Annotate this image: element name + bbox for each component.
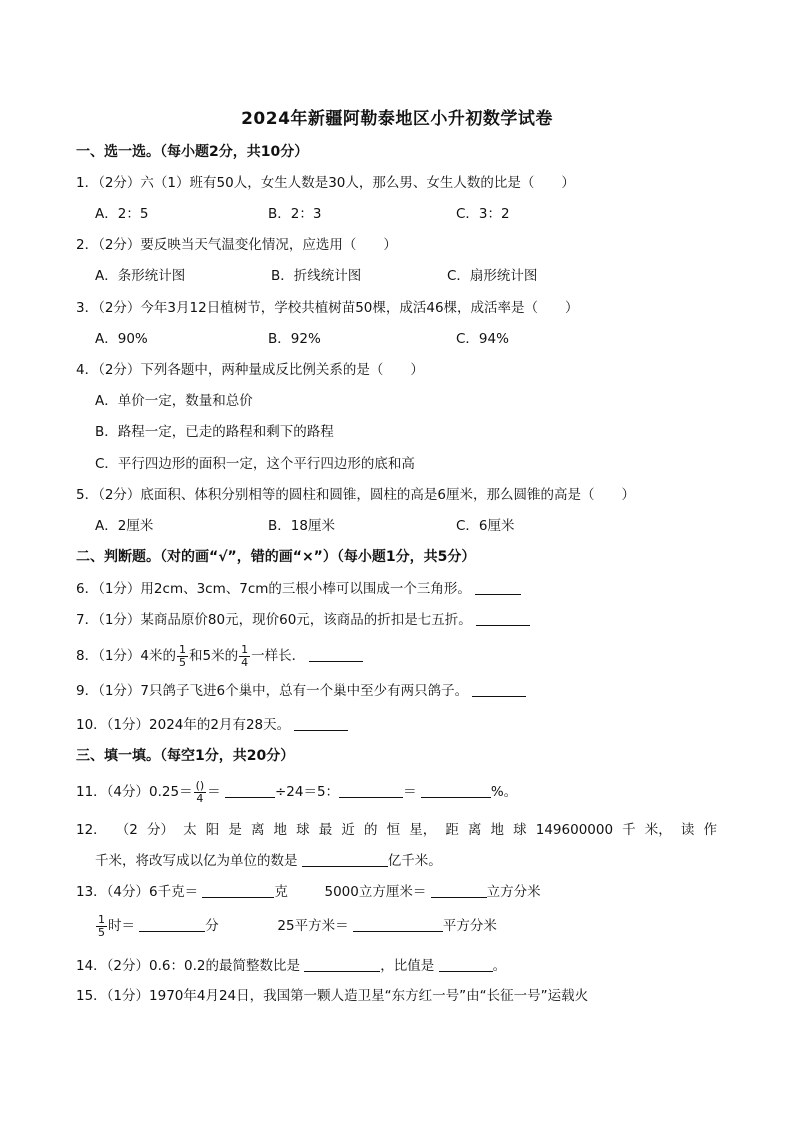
q11-text-2: ＝ xyxy=(207,784,221,800)
answer-blank[interactable] xyxy=(475,580,521,595)
q14-text-1: 14．（2分）0.6：0.2的最简整数比是 xyxy=(76,958,300,974)
answer-blank[interactable] xyxy=(139,917,205,932)
q3-option-c: C．94% xyxy=(456,331,509,347)
answer-blank[interactable] xyxy=(421,783,491,798)
q12-word: 离 xyxy=(250,822,265,838)
q12-word: 读 xyxy=(680,822,695,838)
q12-word: 149600000 xyxy=(535,822,614,838)
section-heading-judgement: 二、判断题。（对的画“√”，错的画“×”）（每小题1分，共5分） xyxy=(76,549,476,565)
question-11 xyxy=(76,778,517,806)
q13-text-7: 25平方米＝ xyxy=(277,918,349,934)
numerator: () xyxy=(195,778,205,792)
question-13-line-2 xyxy=(95,912,497,940)
q1-option-c: C．3：2 xyxy=(456,206,510,222)
answer-blank[interactable] xyxy=(225,783,275,798)
question-5: 5．（2分）底面积、体积分别相等的圆柱和圆锥，圆柱的高是6厘米，那么圆锥的高是（ ） xyxy=(76,487,636,503)
q13-text-1: 13．（4分）6千克＝ xyxy=(76,884,199,900)
answer-blank[interactable] xyxy=(439,957,493,972)
q5-option-b: B．18厘米 xyxy=(268,518,335,534)
answer-blank[interactable] xyxy=(294,716,348,731)
q12-word: 阳 xyxy=(205,822,220,838)
q12-word: 米， xyxy=(644,822,672,838)
q12-word: 球 xyxy=(296,822,310,838)
question-6-text: 6．（1分）用2cm、3cm、7cm的三根小棒可以围成一个三角形。 xyxy=(76,581,471,597)
q13-text-5: 时＝ xyxy=(108,918,135,934)
q13-text-3: 5000立方厘米＝ xyxy=(324,884,427,900)
question-2: 2．（2分）要反映当天气温变化情况，应选用（ ） xyxy=(76,237,397,253)
q12-text-3: 亿千米。 xyxy=(387,853,442,869)
q12-text-2: 千米，将改写成以亿为单位的数是 xyxy=(95,853,298,869)
q2-option-b: B．折线统计图 xyxy=(271,268,362,284)
fraction xyxy=(96,914,107,939)
q8-text-2: 和5米的 xyxy=(189,648,239,664)
question-8 xyxy=(76,642,363,670)
q12-word: 最 xyxy=(318,822,333,838)
answer-blank[interactable] xyxy=(309,647,363,662)
question-10 xyxy=(76,715,348,735)
page-title: 2024年新疆阿勒泰地区小升初数学试卷 xyxy=(241,109,553,129)
q3-option-b: B．92% xyxy=(268,331,321,347)
q12-word: 是 xyxy=(228,822,242,838)
question-1: 1．（2分）六（1）班有50人，女生人数是30人，那么男、女生人数的比是（ ） xyxy=(76,175,575,191)
question-13-line-1 xyxy=(76,882,541,902)
q12-word: 作 xyxy=(703,822,717,838)
q5-option-a: A．2厘米 xyxy=(95,518,154,534)
question-7-text: 7．（1分）某商品原价80元，现价60元，该商品的折扣是七五折。 xyxy=(76,612,472,628)
q2-option-a: A．条形统计图 xyxy=(95,268,186,284)
q13-text-4: 立方分米 xyxy=(486,884,541,900)
q3-option-a: A．90% xyxy=(95,331,148,347)
answer-blank[interactable] xyxy=(339,783,403,798)
fraction xyxy=(239,644,250,669)
q4-option-b: B．路程一定，已走的路程和剩下的路程 xyxy=(95,424,334,440)
question-12-line-2 xyxy=(95,851,442,871)
question-12-line-1 xyxy=(76,820,717,840)
q11-text-3: ÷24＝5： xyxy=(274,784,340,800)
q12-word: 地 xyxy=(490,822,505,838)
question-15: 15．（1分）1970年4月24日，我国第一颗人造卫星“东方红一号”由“长征一号”运载火 xyxy=(76,988,589,1004)
q11-text-1: 11．（4分）0.25＝ xyxy=(76,784,193,800)
answer-blank[interactable] xyxy=(353,917,443,932)
question-3: 3．（2分）今年3月12日植树节，学校共植树苗50棵，成活46棵，成活率是（ ） xyxy=(76,300,579,316)
answer-blank[interactable] xyxy=(472,682,526,697)
q12-word: （2 xyxy=(115,822,138,838)
section-heading-choice: 一、选一选。（每小题2分，共10分） xyxy=(76,144,309,160)
numerator: 1 xyxy=(241,642,249,656)
denominator: 4 xyxy=(241,655,249,669)
denominator: 5 xyxy=(98,925,105,939)
question-4: 4．（2分）下列各题中，两种量成反比例关系的是（ ） xyxy=(76,362,424,378)
q12-word: 千 xyxy=(622,822,636,838)
q12-word: 12． xyxy=(76,822,107,838)
q12-word: 太 xyxy=(183,822,197,838)
answer-blank[interactable] xyxy=(304,957,380,972)
question-9 xyxy=(76,681,526,701)
question-14 xyxy=(76,956,506,976)
q12-word: 离 xyxy=(467,822,482,838)
question-6 xyxy=(76,579,521,599)
q4-option-c: C．平行四边形的面积一定，这个平行四边形的底和高 xyxy=(95,456,415,472)
q2-option-c: C．扇形统计图 xyxy=(447,268,538,284)
q13-text-6: 分 xyxy=(205,918,219,934)
numerator: 1 xyxy=(98,912,105,926)
q13-text-8: 平方分米 xyxy=(442,918,497,934)
q8-text-1: 8．（1分）4米的 xyxy=(76,648,177,664)
question-10-text: 10．（1分）2024年的2月有28天。 xyxy=(76,717,291,733)
q14-text-3: 。 xyxy=(492,958,507,974)
fraction xyxy=(194,780,207,805)
q12-word: 距 xyxy=(445,822,459,838)
q4-option-a: A．单价一定，数量和总价 xyxy=(95,393,253,409)
fraction xyxy=(177,644,188,669)
answer-blank[interactable] xyxy=(431,883,487,898)
q12-word: 星， xyxy=(409,822,437,838)
denominator: 4 xyxy=(196,791,204,805)
q11-text-4: ＝ xyxy=(403,784,417,800)
q5-option-c: C．6厘米 xyxy=(456,518,515,534)
q14-text-2: ，比值是 xyxy=(380,958,435,974)
section-heading-fill: 三、填一填。（每空1分，共20分） xyxy=(76,748,295,764)
answer-blank[interactable] xyxy=(302,852,388,867)
question-9-text: 9．（1分）7只鸽子飞进6个巢中，总有一个巢中至少有两只鸽子。 xyxy=(76,683,469,699)
q1-option-a: A．2：5 xyxy=(95,206,149,222)
numerator: 1 xyxy=(179,642,187,656)
q11-text-5: %。 xyxy=(490,784,518,800)
answer-blank[interactable] xyxy=(476,611,530,626)
q12-word: 地 xyxy=(273,822,288,838)
q12-word: 近 xyxy=(341,822,355,838)
denominator: 5 xyxy=(179,655,187,669)
q8-text-3: 一样长． xyxy=(251,648,306,664)
q12-word: 的 xyxy=(363,822,378,838)
q12-word: 恒 xyxy=(386,822,401,838)
q13-text-2: 克 xyxy=(274,884,288,900)
q12-word: 分） xyxy=(147,822,174,838)
question-7 xyxy=(76,610,530,630)
q12-word: 球 xyxy=(513,822,527,838)
answer-blank[interactable] xyxy=(202,883,274,898)
q1-option-b: B．2：3 xyxy=(268,206,322,222)
